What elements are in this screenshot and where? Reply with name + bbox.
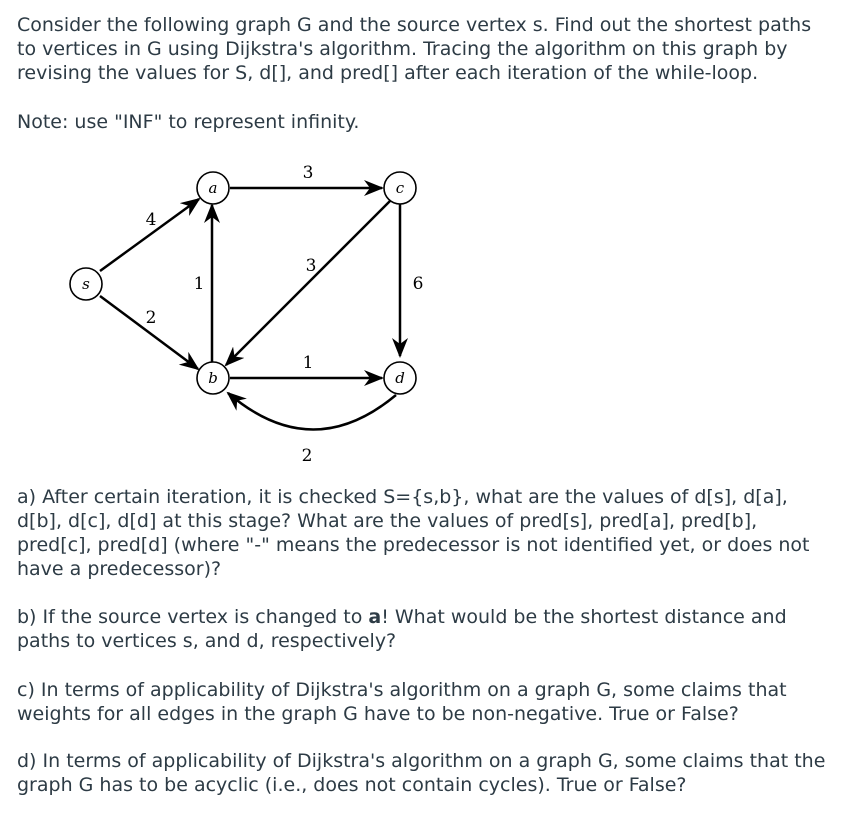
question-intro: Consider the following graph G and the source vertex s. Find out the shortest paths to vertices in G using Dijkstra's algorithm. Tracing the algorithm on this graph by revising the values for S, d[], and pred[] after each iteration of the while-loop.	[17, 14, 812, 84]
node-a-label: a	[208, 179, 218, 197]
node-s-label: s	[82, 275, 90, 293]
edge-c-b	[226, 201, 390, 365]
weight-c-b: 3	[305, 256, 317, 276]
weight-a-c: 3	[302, 163, 314, 183]
part-b-text-start: b) If the source vertex is changed to	[17, 606, 369, 628]
node-b-label: b	[208, 369, 218, 387]
question-part-b	[17, 605, 827, 653]
weight-b-d: 1	[302, 353, 314, 373]
question-part-d: d) In terms of applicability of Dijkstra's algorithm on a graph G, some claims that the graph G has to be acyclic (i.e., does not contain cycles). True or False?	[17, 750, 826, 796]
graph-diagram	[60, 155, 424, 466]
weight-d-b: 2	[301, 446, 313, 466]
weight-c-d: 6	[412, 274, 424, 294]
part-b-bold-vertex: a	[368, 606, 382, 628]
question-note: Note: use "INF" to represent infinity.	[17, 111, 360, 133]
part-b-text-end: ! What would be the shortest distance and paths to vertices s, and d, respectively?	[17, 606, 787, 652]
weight-s-b: 2	[145, 308, 157, 328]
node-c-label: c	[395, 179, 405, 197]
question-part-c: c) In terms of applicability of Dijkstra's algorithm on a graph G, some claims that weights for all edges in the graph G have to be non-negative. True or False?	[17, 679, 787, 725]
weight-b-a: 1	[193, 274, 205, 294]
weight-s-a: 4	[145, 210, 157, 230]
edge-d-b	[228, 393, 396, 430]
question-part-a: a) After certain iteration, it is checked S={s,b}, what are the values of d[s], d[a], d[b], d[c], d[d] at this stage? What are the values of pred[s], pred[a], pred[b], pred[c], pred[d] (where "-" means the predecessor is not identified yet, or does not have a predecessor)?	[17, 486, 810, 580]
edge-s-b	[100, 296, 198, 369]
node-d-label: d	[395, 369, 405, 387]
